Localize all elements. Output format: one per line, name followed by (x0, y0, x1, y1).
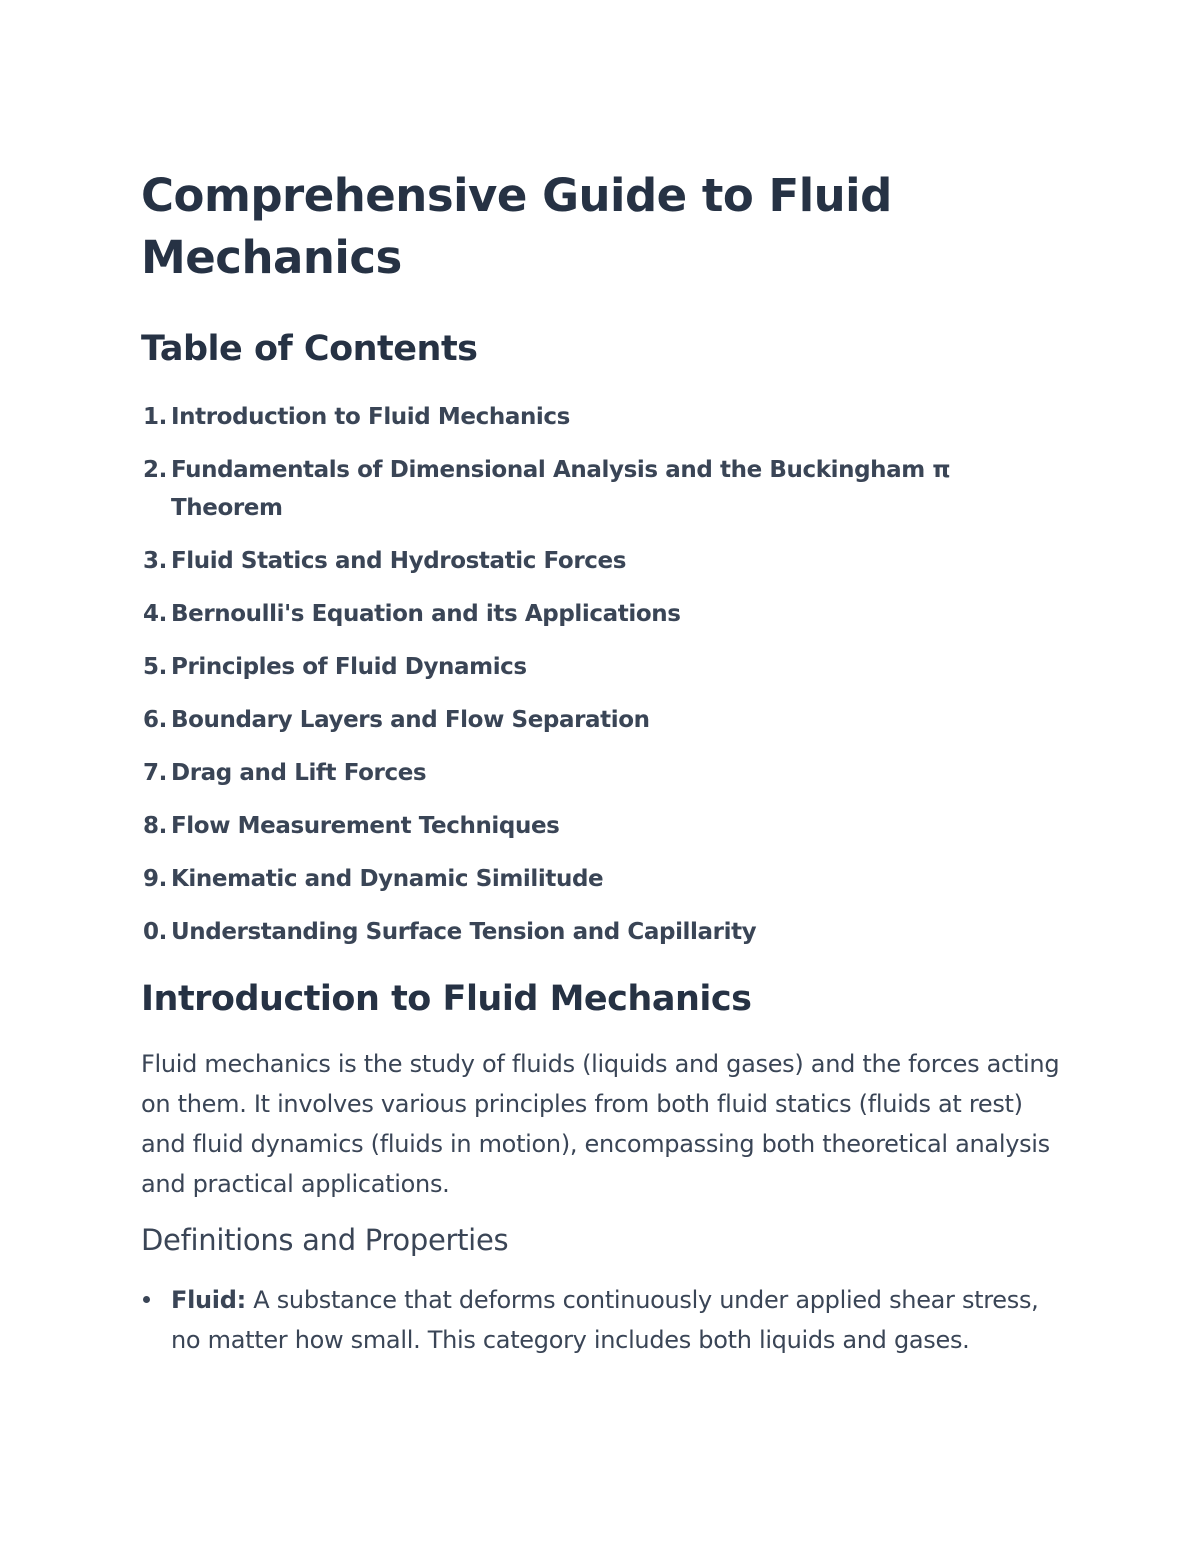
toc-item[interactable] (141, 860, 1061, 898)
toc-item[interactable] (141, 542, 1061, 580)
toc-item-label: Kinematic and Dynamic Similitude (171, 866, 604, 892)
intro-paragraph: Fluid mechanics is the study of fluids (liquids and gases) and the forces acting on them. It involves various principles from both fluid statics (fluids at rest) and fluid dynamics (fluids in motion), encompassing both theoretical analysis and practical applications. (141, 1050, 1060, 1198)
definitions-list (141, 1280, 1061, 1360)
toc-item[interactable] (141, 595, 1061, 633)
toc-item-number: 2. (143, 457, 167, 483)
toc-item-label: Introduction to Fluid Mechanics (171, 404, 570, 430)
toc-item-label: Fundamentals of Dimensional Analysis and the Buckingham π Theorem (171, 457, 951, 521)
toc-item-number: 0. (143, 919, 167, 945)
toc-item[interactable] (141, 398, 1061, 436)
toc-heading: Table of Contents (141, 329, 478, 369)
bullet-icon (143, 1296, 150, 1303)
toc-item-label: Drag and Lift Forces (171, 760, 427, 786)
toc-item[interactable] (141, 648, 1061, 686)
document-title: Comprehensive Guide to Fluid Mechanics (141, 169, 892, 284)
toc-item[interactable] (141, 913, 1061, 951)
toc-item-number: 9. (143, 866, 167, 892)
definition-text: A substance that deforms continuously under applied shear stress, no matter how small. This category includes both liquids and gases. (171, 1286, 1039, 1354)
toc-item-number: 8. (143, 813, 167, 839)
definition-item (141, 1280, 1061, 1360)
toc-item-label: Fluid Statics and Hydrostatic Forces (171, 548, 627, 574)
toc-item-label: Flow Measurement Techniques (171, 813, 560, 839)
toc-item-number: 5. (143, 654, 167, 680)
section-heading: Introduction to Fluid Mechanics (141, 979, 752, 1019)
subsection-heading: Definitions and Properties (141, 1223, 509, 1257)
toc-item-number: 1. (143, 404, 167, 430)
toc-item-number: 4. (143, 601, 167, 627)
toc-item-number: 6. (143, 707, 167, 733)
toc-item-label: Boundary Layers and Flow Separation (171, 707, 650, 733)
toc-item-number: 7. (143, 760, 167, 786)
toc-item[interactable] (141, 754, 1061, 792)
toc-item[interactable] (141, 807, 1061, 845)
document-page (141, 165, 1061, 1360)
toc-item-label: Understanding Surface Tension and Capillarity (171, 919, 757, 945)
toc-item-label: Bernoulli's Equation and its Applications (171, 601, 681, 627)
definition-term: Fluid: (171, 1286, 246, 1314)
toc-item-number: 3. (143, 548, 167, 574)
toc-item[interactable] (141, 451, 1061, 527)
toc-item-label: Principles of Fluid Dynamics (171, 654, 527, 680)
table-of-contents (141, 398, 1061, 951)
toc-item[interactable] (141, 701, 1061, 739)
